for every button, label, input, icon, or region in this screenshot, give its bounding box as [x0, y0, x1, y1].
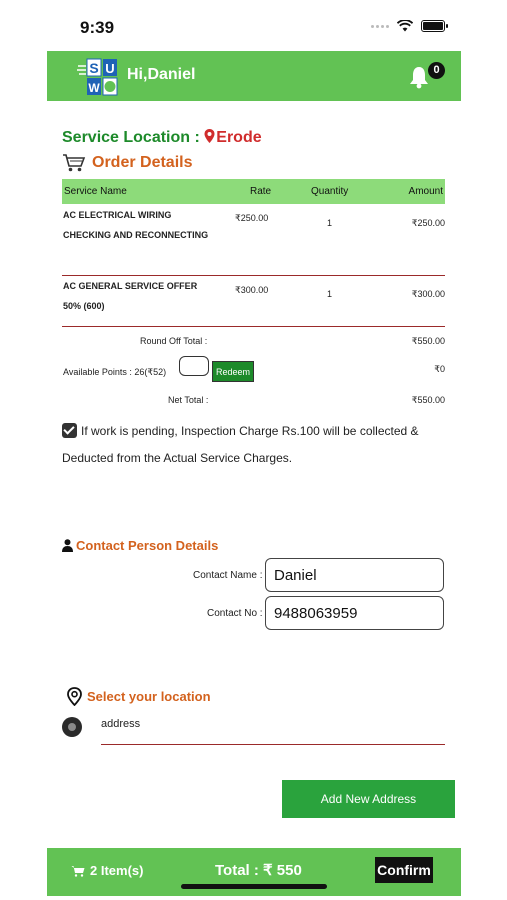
svg-text:U: U: [105, 61, 115, 76]
net-total-label: Net Total :: [168, 395, 209, 405]
contact-details-label: Contact Person Details: [76, 538, 219, 553]
round-off-label: Round Off Total :: [140, 336, 208, 346]
order-table-header: [62, 179, 445, 204]
contact-name-label: Contact Name :: [193, 570, 263, 581]
svg-text:S: S: [89, 60, 99, 76]
contact-phone-input[interactable]: [265, 596, 444, 630]
home-indicator: [181, 884, 327, 889]
inspection-notice-text: If work is pending, Inspection Charge Rs.100 will be collected & Deducted from the Actual Service Charges.: [62, 424, 419, 465]
person-icon: [62, 539, 73, 552]
col-rate: Rate: [250, 186, 272, 197]
col-service-name: Service Name: [64, 186, 127, 197]
col-amount: Amount: [408, 186, 443, 197]
order-item-rate: ₹250.00: [235, 213, 269, 223]
status-time: 9:39: [80, 18, 115, 37]
inspection-notice: [62, 418, 447, 472]
order-item-amount: ₹300.00: [411, 289, 445, 299]
add-new-address-button[interactable]: Add New Address: [282, 780, 455, 818]
select-location-label: Select your location: [87, 689, 211, 704]
signal-icon: [371, 25, 389, 28]
battery-icon: [421, 20, 445, 32]
wifi-icon: [397, 20, 413, 32]
order-item-rate: ₹300.00: [235, 285, 269, 295]
cart-icon: [62, 153, 86, 173]
svg-text:W: W: [88, 81, 100, 95]
order-item-quantity: 1: [327, 289, 333, 299]
map-pin-icon: [204, 129, 215, 143]
app-header: [47, 51, 461, 101]
footer-total: Total : ₹ 550: [215, 862, 302, 879]
location-pin-icon: [66, 687, 83, 706]
confirm-button[interactable]: Confirm: [375, 857, 433, 883]
service-location-label: Service Location :: [62, 129, 205, 146]
order-details-label: Order Details: [92, 154, 193, 171]
round-off-value: ₹550.00: [411, 336, 445, 346]
points-input[interactable]: [179, 356, 209, 376]
row-divider: [62, 326, 445, 327]
contact-phone-label: Contact No :: [207, 608, 263, 619]
order-item-amount: ₹250.00: [411, 218, 445, 228]
contact-details-title: [62, 538, 218, 553]
order-item-name: AC ELECTRICAL WIRING CHECKING AND RECONNECTING: [63, 210, 209, 240]
status-bar: [0, 0, 507, 50]
address-radio[interactable]: [62, 717, 82, 737]
order-item-quantity: 1: [327, 218, 333, 228]
net-total-value: ₹550.00: [411, 395, 445, 405]
redeem-button[interactable]: Redeem: [212, 361, 254, 382]
select-location-title: [66, 687, 211, 706]
bell-icon[interactable]: [408, 65, 430, 89]
address-text: address: [101, 718, 141, 730]
available-points-label: Available Points : 26(₹52): [63, 367, 167, 377]
contact-name-input[interactable]: [265, 558, 444, 592]
inspection-checkbox[interactable]: [62, 423, 77, 438]
cart-summary[interactable]: [71, 863, 143, 878]
cart-icon: [71, 865, 85, 877]
suwe-logo: [77, 57, 119, 97]
cart-items-count: 2 Item(s): [90, 863, 144, 878]
points-value: ₹0: [434, 364, 445, 374]
greeting-text: Hi,Daniel: [127, 66, 196, 83]
status-icons: [371, 20, 445, 32]
order-item-name: AC GENERAL SERVICE OFFER 50% (600): [63, 281, 198, 311]
service-location: [62, 129, 262, 147]
service-location-city: Erode: [216, 129, 262, 146]
col-quantity: Quantity: [311, 186, 349, 197]
order-details-title: [62, 153, 192, 173]
notification-badge: 0: [428, 62, 445, 79]
address-underline: [101, 744, 445, 745]
